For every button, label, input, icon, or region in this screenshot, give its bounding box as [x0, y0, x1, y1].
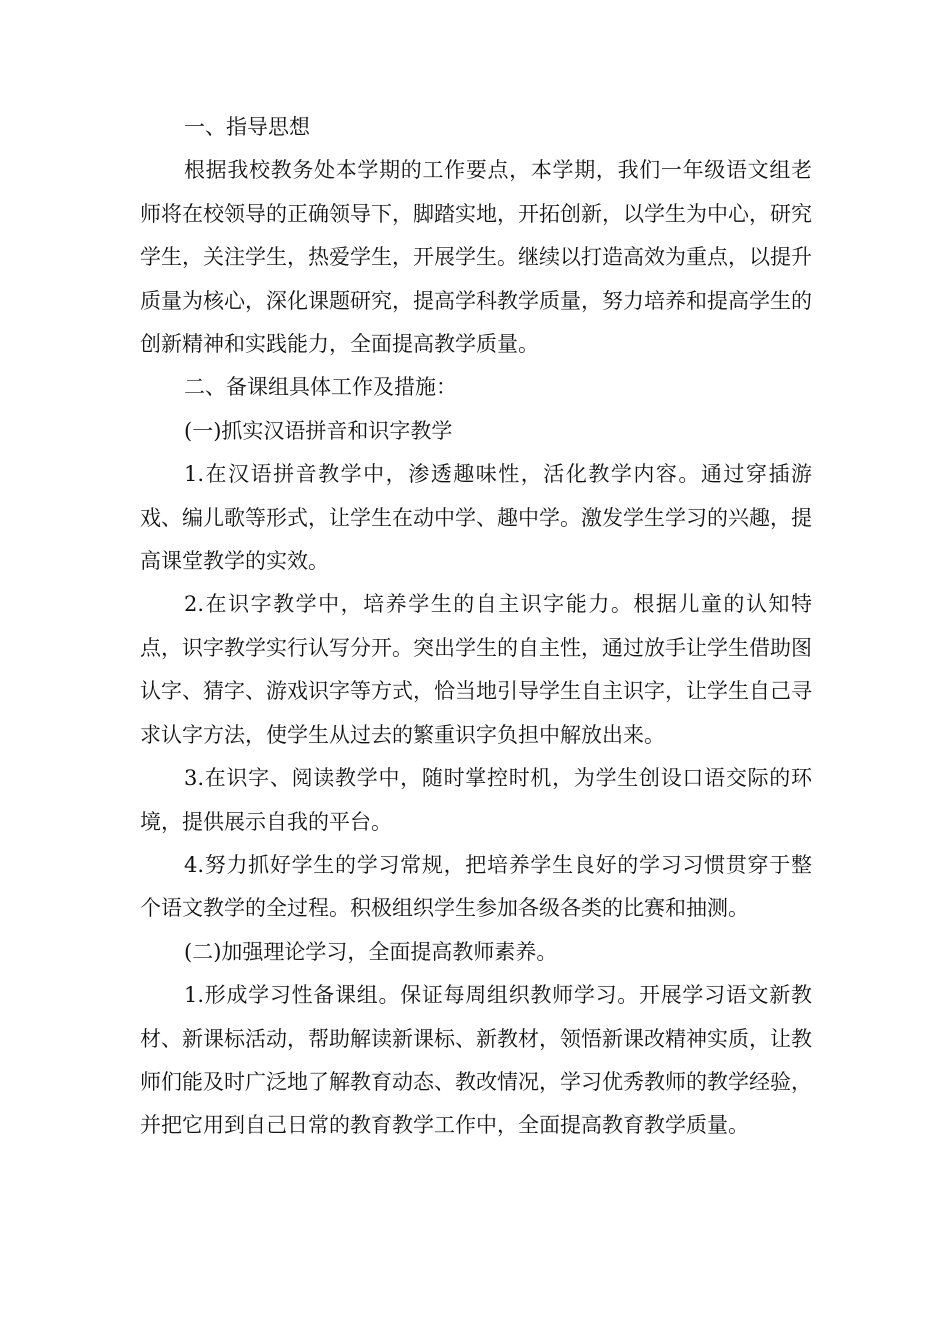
paragraph-intro: 根据我校教务处本学期的工作要点，本学期，我们一年级语文组老师将在校领导的正确领导下，脚踏实地，开拓创新，以学生为中心，研究学生，关注学生，热爱学生，开展学生。继续以打造高效为重点，以提升质量为核心，深化课题研究，提高学科教学质量，努力培养和提高学生的创新精神和实践能力，全面提高教学质量。 [140, 158, 812, 357]
heading-guiding-ideology: 一、指导思想 [184, 115, 310, 139]
paragraph-study-item-1: 1.形成学习性备课组。保证每周组织教师学习。开展学习语文新教材、新课标活动，帮助解读新课标、新教材，领悟新课改精神实质，让教师们能及时广泛地了解教育动态、教改情况，学习优秀教师的教学经验，并把它用到自己日常的教育教学工作中，全面提高教育教学质量。 [140, 983, 812, 1138]
heading-work-measures: 二、备课组具体工作及措施： [184, 375, 457, 400]
paragraph-item-4: 4.努力抓好学生的学习常规，把培养学生良好的学习习惯贯穿于整个语文教学的全过程。积极组织学生参加各级各类的比赛和抽测。 [140, 852, 812, 921]
subheading-theory-study: (二)加强理论学习，全面提高教师素养。 [184, 939, 558, 964]
document-page [140, 106, 812, 1148]
subheading-pinyin-literacy: (一)抓实汉语拼音和识字教学 [184, 418, 453, 443]
paragraph-item-2: 2.在识字教学中，培养学生的自主识字能力。根据儿童的认知特点，识字教学实行认写分开。突出学生的自主性，通过放手让学生借助图认字、猜字、游戏识字等方式，恰当地引导学生自主识字，让学生自己寻求认字方法，使学生从过去的繁重识字负担中解放出来。 [140, 592, 812, 747]
paragraph-item-1: 1.在汉语拼音教学中，渗透趣味性，活化教学内容。通过穿插游戏、编儿歌等形式，让学生在动中学、趣中学。激发学生学习的兴趣，提高课堂教学的实效。 [140, 462, 812, 574]
paragraph-item-3: 3.在识字、阅读教学中，随时掌控时机，为学生创设口语交际的环境，提供展示自我的平台。 [140, 766, 812, 834]
